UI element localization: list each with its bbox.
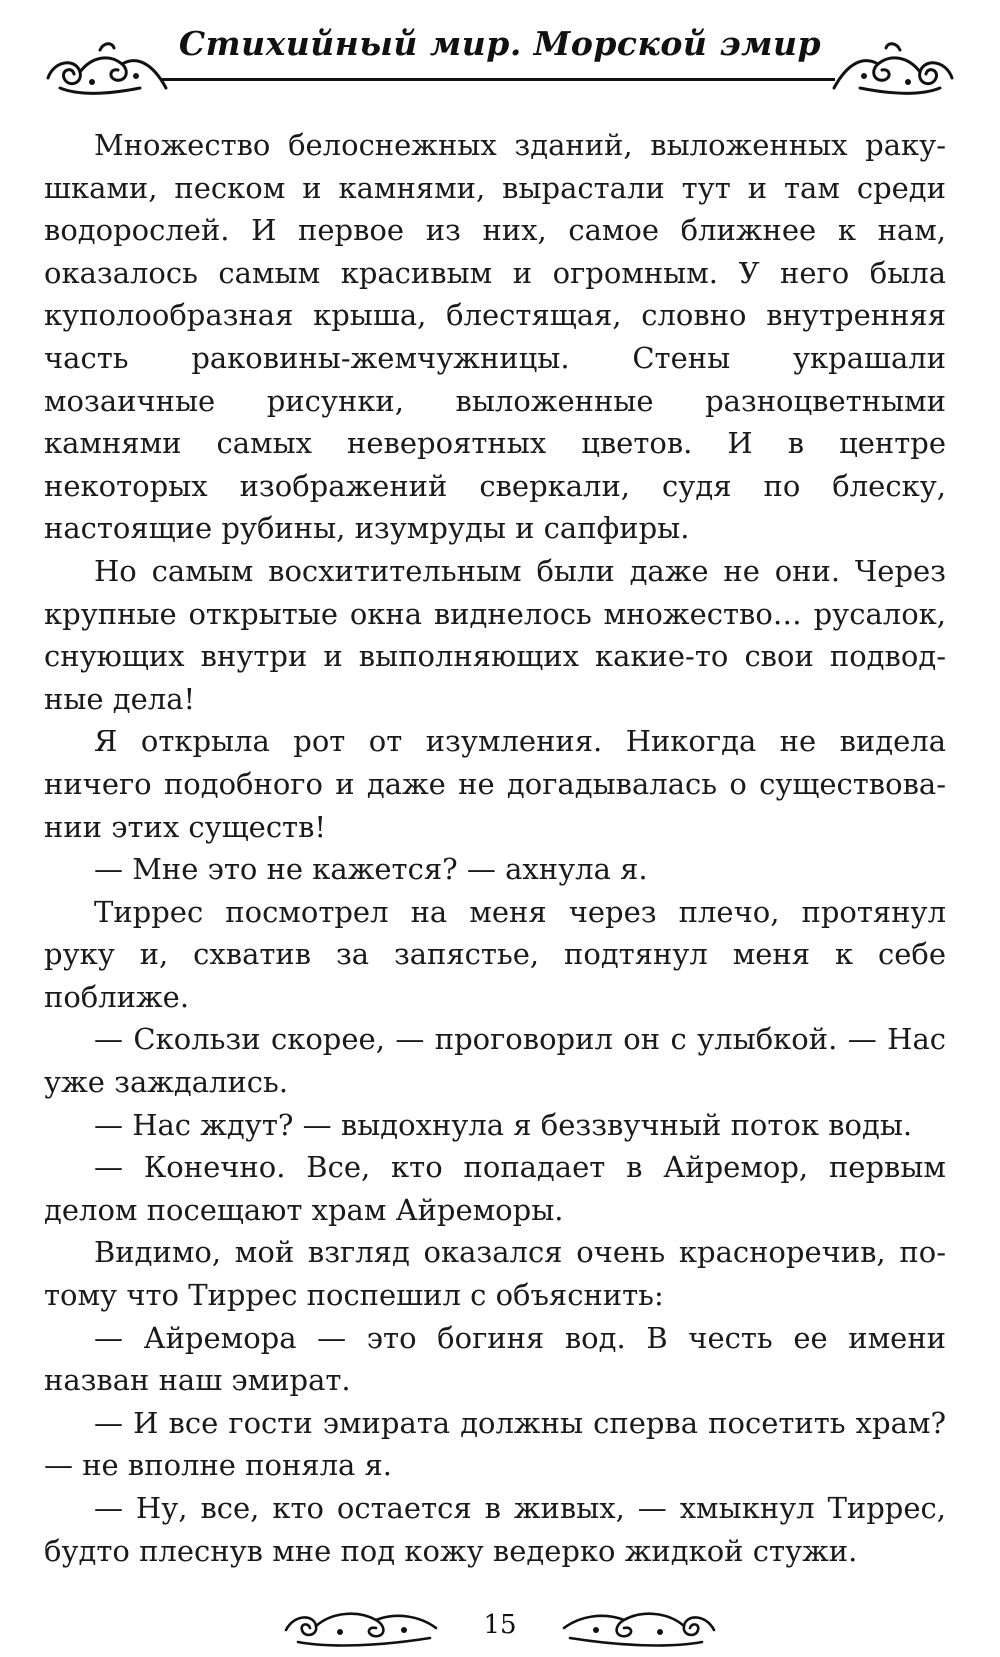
running-header	[40, 14, 960, 94]
paragraph: — Нас ждут? — выдохнула я беззвучный поток воды.	[94, 1107, 913, 1142]
paragraph: — Скользи скорее, — проговорил он с улыбкой. — Нас уже заждались.	[44, 1022, 946, 1100]
running-header-title: Стихийный мир. Морской эмир	[178, 24, 822, 63]
page-number: 15	[483, 1610, 517, 1640]
flourish-ornament-icon	[830, 38, 960, 100]
header-rule	[160, 78, 835, 81]
paragraph: — Айремора — это богиня вод. В честь ее имени назван наш эмират.	[44, 1320, 946, 1398]
paragraph: Видимо, мой взгляд оказался очень красноречив, потому что Тиррес поспешил с объяснить:	[44, 1235, 946, 1313]
paragraph: — Ну, все, кто остается в живых, — хмыкнул Тиррес, будто плеснув мне под кожу ведерко жидкой стужи.	[44, 1491, 946, 1568]
flourish-ornament-icon	[560, 1602, 720, 1650]
body-text	[44, 124, 946, 1572]
paragraph: Тиррес посмотрел на меня через плечо, протянул руку и, схватив за запястье, подтянул меня к себе поближе.	[44, 894, 946, 1014]
paragraph: — И все гости эмирата должны сперва посетить храм? — не вполне поняла я.	[44, 1405, 946, 1483]
paragraph: Я открыла рот от изумления. Никогда не видела ничего подобного и даже не догадывалась о существовании этих существ!	[44, 724, 946, 844]
paragraph: — Конечно. Все, кто попадает в Айремор, первым делом посещают храм Айреморы.	[44, 1150, 946, 1227]
paragraph: Но самым восхитительным были даже не они. Через крупные открытые окна виднелось множество… русалок, снующих внутри и выполняющих какие-то свои подводные дела!	[44, 553, 946, 716]
paragraph: Множество белоснежных зданий, выложенных ракушками, песком и камнями, вырастали тут и там среди водорослей. И первое из них, самое ближнее к нам, оказалось самым красивым и огромным. У него была куполообразная крыша, блестящая, словно внутренняя часть раковины-жемчужницы. Стены украшали мозаичные рисунки, выложенные разноцветными камнями самых невероятных цветов. И в центре некоторых изображений сверкали, судя по блеску, настоящие рубины, изумруды и сапфиры.	[44, 128, 946, 546]
page-footer	[280, 1598, 720, 1654]
paragraph: — Мне это не кажется? — ахнула я.	[94, 852, 648, 887]
